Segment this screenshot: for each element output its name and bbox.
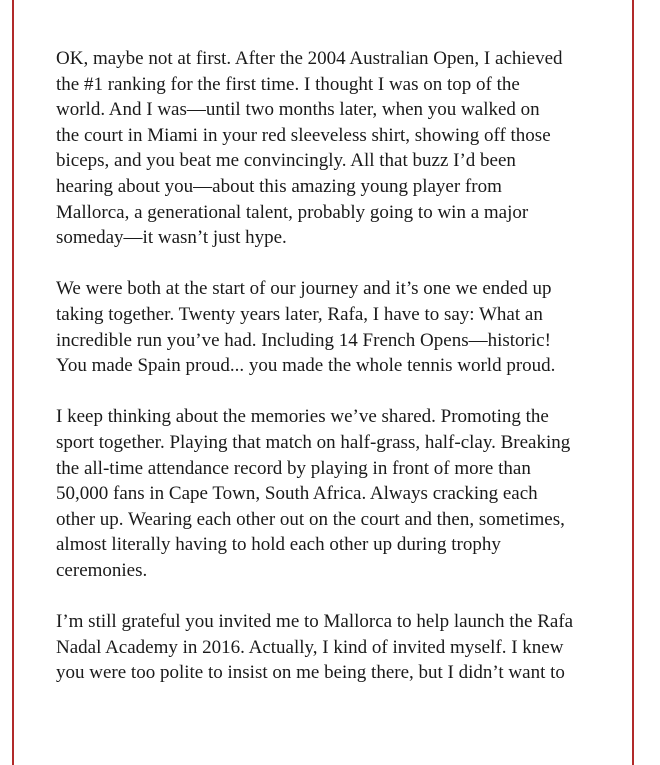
text-line: the court in Miami in your red sleeveless shirt, showing off those xyxy=(56,124,551,146)
text-line: someday—it wasn’t just hype. xyxy=(56,227,287,249)
text-line: Nadal Academy in 2016. Actually, I kind of invited myself. I knew xyxy=(56,636,564,658)
paragraph-3 xyxy=(56,404,622,583)
text-line: taking together. Twenty years later, Rafa, I have to say: What an xyxy=(56,303,543,325)
text-line: I keep thinking about the memories we’ve shared. Promoting the xyxy=(56,406,549,428)
text-line: incredible run you’ve had. Including 14 French Opens—historic! xyxy=(56,329,551,351)
text-line: sport together. Playing that match on half-grass, half-clay. Breaking xyxy=(56,431,571,453)
text-line: the #1 ranking for the first time. I thought I was on top of the xyxy=(56,73,520,95)
text-line: world. And I was—until two months later, when you walked on xyxy=(56,99,540,121)
text-line: almost literally having to hold each other up during trophy xyxy=(56,534,501,556)
paragraph-4 xyxy=(56,609,622,686)
text-line: ceremonies. xyxy=(56,559,148,581)
text-line: you were too polite to insist on me being there, but I didn’t want to xyxy=(56,662,565,684)
text-line: I’m still grateful you invited me to Mallorca to help launch the Rafa xyxy=(56,611,574,633)
text-line: You made Spain proud... you made the whole tennis world proud. xyxy=(56,355,556,377)
text-line: We were both at the start of our journey and it’s one we ended up xyxy=(56,278,552,300)
text-line: biceps, and you beat me convincingly. All that buzz I’d been xyxy=(56,150,516,172)
text-line: Mallorca, a generational talent, probably going to win a major xyxy=(56,201,529,223)
text-line: other up. Wearing each other out on the court and then, sometimes, xyxy=(56,508,565,530)
text-line: OK, maybe not at first. After the 2004 Australian Open, I achieved xyxy=(56,48,563,69)
text-line: 50,000 fans in Cape Town, South Africa. Always cracking each xyxy=(56,483,538,505)
text-line: hearing about you—about this amazing young player from xyxy=(56,175,502,197)
text-line: the all-time attendance record by playing in front of more than xyxy=(56,457,531,479)
letter-body xyxy=(56,46,622,711)
paragraph-2 xyxy=(56,276,622,378)
paragraph-1 xyxy=(56,46,622,251)
